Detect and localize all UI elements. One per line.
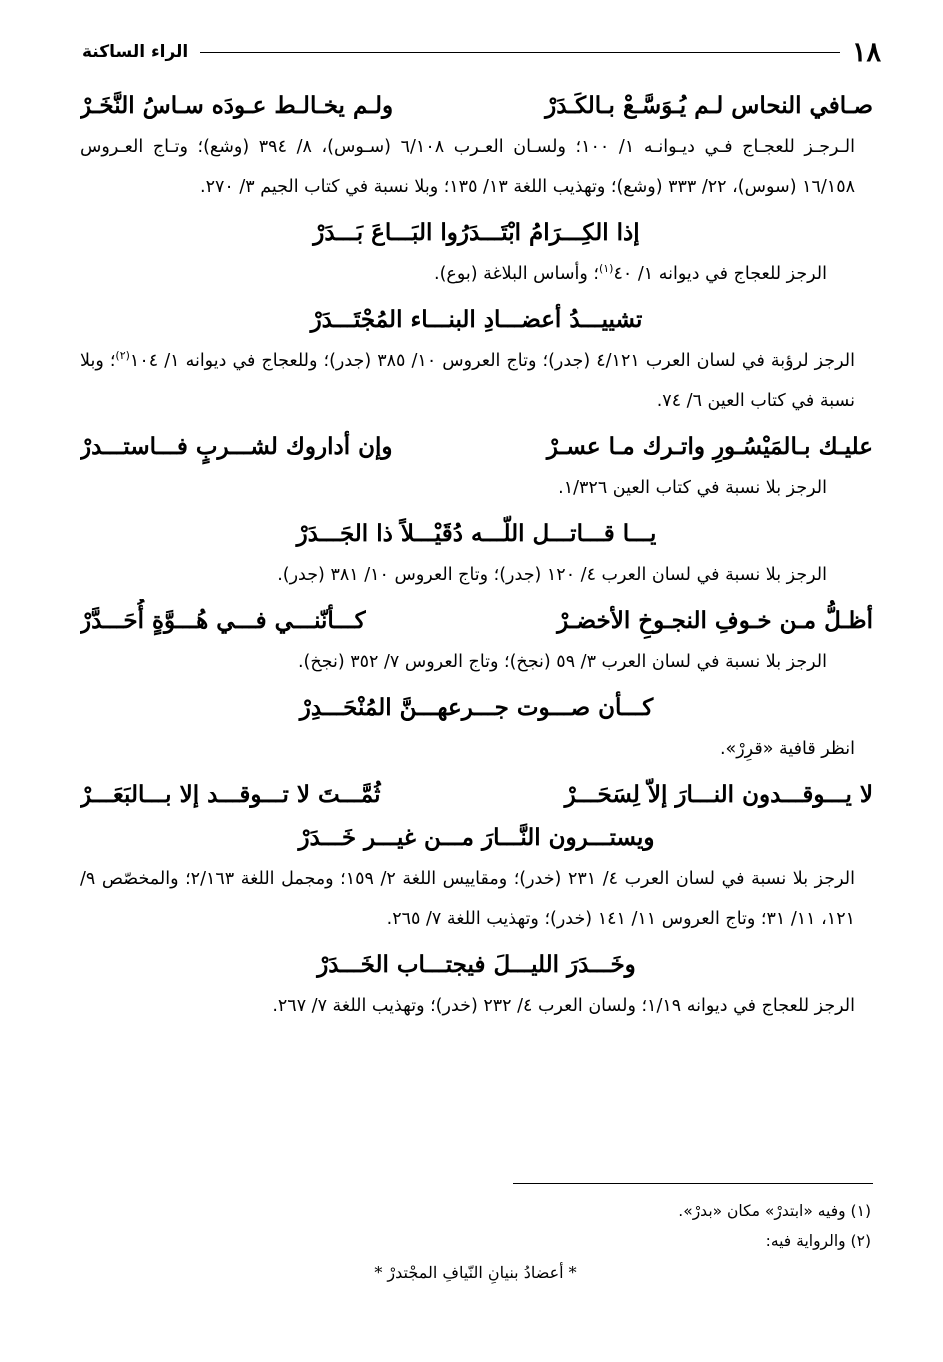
citation-note: الرجز بلا نسبة في لسان العرب ٤/ ٢٣١ (خدر)؛ ومقاييس اللغة ٢/ ١٥٩؛ ومجمل اللغة ٢/١٦٣؛ والمخصّص ٩/ ١٢١، ١١/ ٣١؛ وتاج العروس ١١/ ١٤١ (خدر)؛ وتهذيب اللغة ٧/ ٢٦٥.: [80, 869, 855, 929]
verse-hemistich-second: ولـم يخـالـط عـودَه سـاسُ النَّخَـرْ: [80, 92, 394, 119]
verse-hemistich-first: عليـك بـالمَيْسُـورِ واتـرك مـا عسـرْ: [546, 433, 873, 460]
footnote-marker: (٢): [115, 349, 130, 363]
verse-line: [80, 84, 873, 127]
footnote-separator: [513, 1183, 873, 1184]
citation-note: [80, 341, 855, 425]
verse-hemistich-first: أظـلُّ مـن خـوفِ النجـوخِ الأخضـرْ: [557, 607, 873, 634]
verse-line: [80, 599, 873, 642]
citation-text: الرجز لرؤبة في لسان العرب ٤/١٢١ (جدر)؛ وتاج العروس ١٠/ ٣٨٥ (جدر)؛ وللعجاج في ديوانه ١/ ١٠٤: [129, 351, 855, 371]
citation-note: الرجز للعجاج في ديوانه ١/١٩؛ ولسان العرب ٤/ ٢٣٢ (خدر)؛ وتهذيب اللغة ٧/ ٢٦٧.: [272, 996, 855, 1016]
citation-note: الرجز بلا نسبة في لسان العرب ٤/ ١٢٠ (جدر)؛ وتاج العروس ١٠/ ٣٨١ (جدر).: [277, 565, 827, 585]
verse-line-continuation: ويستـــرون النَّـــارَ مـــن غيـــر خَـــدَرْ: [298, 824, 655, 851]
verse-hemistich-first: صـافي النحاس لـم يُـوَسَّـعْ بـالكَـدَرْ: [545, 92, 873, 119]
citation-note: الـرجـز للعجـاج فـي ديـوانـه ١/ ١٠٠؛ ولسـان العـرب ٦/١٠٨ (سـوس)، ٨/ ٣٩٤ (وشع)؛ وتـاج العـروس ١٦/١٥٨ (سوس)، ٢٢/ ٣٣٣ (وشع)؛ وتهذيب اللغة ١٣/ ١٣٥؛ وبلا نسبة في كتاب الجيم ٣/ ٢٧٠.: [80, 137, 856, 197]
verse-hemistich-first: لا يـــوقـــدون النـــارَ إلاّ لِسَحَـــرْ: [564, 781, 873, 808]
page-number: ١٨: [851, 36, 881, 68]
verse-line: إذا الكِـــرَامُ ابْتَـــدَرُوا البَـــاعَ بَـــدَرْ: [313, 219, 640, 246]
verse-line: [80, 425, 873, 468]
citation-note: الرجز بلا نسبة في لسان العرب ٣/ ٥٩ (نجخ)؛ وتاج العروس ٧/ ٣٥٢ (نجخ).: [297, 652, 827, 672]
verse-line: يـــا قـــاتـــل اللّـــه دُقَيْـــلاً ذا الجَـــدَرْ: [296, 520, 657, 547]
footnote-1: (١) وفيه «ابتدرْ» مكان «بدرْ».: [678, 1202, 871, 1220]
running-title: الراء الساكنة: [82, 42, 189, 62]
footnote-marker: (١): [598, 262, 614, 276]
footnote-2-verse: * أعضادُ بنيانِ النّيافِ المجْتدرْ *: [374, 1263, 577, 1282]
citation-text: ؛ وأساس البلاغة (بوع).: [434, 264, 599, 284]
verse-hemistich-second: ثُمَّـــتَ لا تـــوقـــد إلا بـــالبَعَـــرْ: [80, 781, 381, 808]
citation-text: ؛ وبلا نسبة في كتاب العين ٦/ ٧٤.: [80, 351, 855, 411]
verse-line: وخَـــدَرَ الليـــلَ فيجتـــاب الخَـــدَرْ: [317, 951, 636, 978]
verse-line: تشييـــدُ أعضـــادِ البنـــاء المُجْتَـــدَرْ: [310, 306, 643, 333]
verse-hemistich-second: وإن أداروك لشـــربٍ فـــاستـــدرْ: [80, 433, 393, 460]
header-rule: [200, 52, 840, 53]
citation-note: الرجز بلا نسبة في كتاب العين ١/٣٢٦.: [558, 478, 827, 498]
verse-line: [80, 773, 873, 816]
citation-note: انظر قافية «قرِرْ».: [719, 739, 855, 759]
citation-note: [80, 254, 827, 298]
page-header: [82, 32, 881, 72]
footnote-2: (٢) والرواية فيه:: [765, 1232, 871, 1250]
citation-text: الرجز للعجاج في ديوانه ١/ ٤٠: [613, 264, 827, 284]
footnotes: [80, 1196, 871, 1288]
verse-line: كـــأن صـــوت جـــرعهـــنَّ المُنْحَـــدِرْ: [299, 694, 654, 721]
page-body: [80, 84, 873, 1030]
verse-hemistich-second: كـــأنّنـــي فـــي هُـــوَّةٍ أُحَـــدَّرْ: [80, 607, 366, 634]
